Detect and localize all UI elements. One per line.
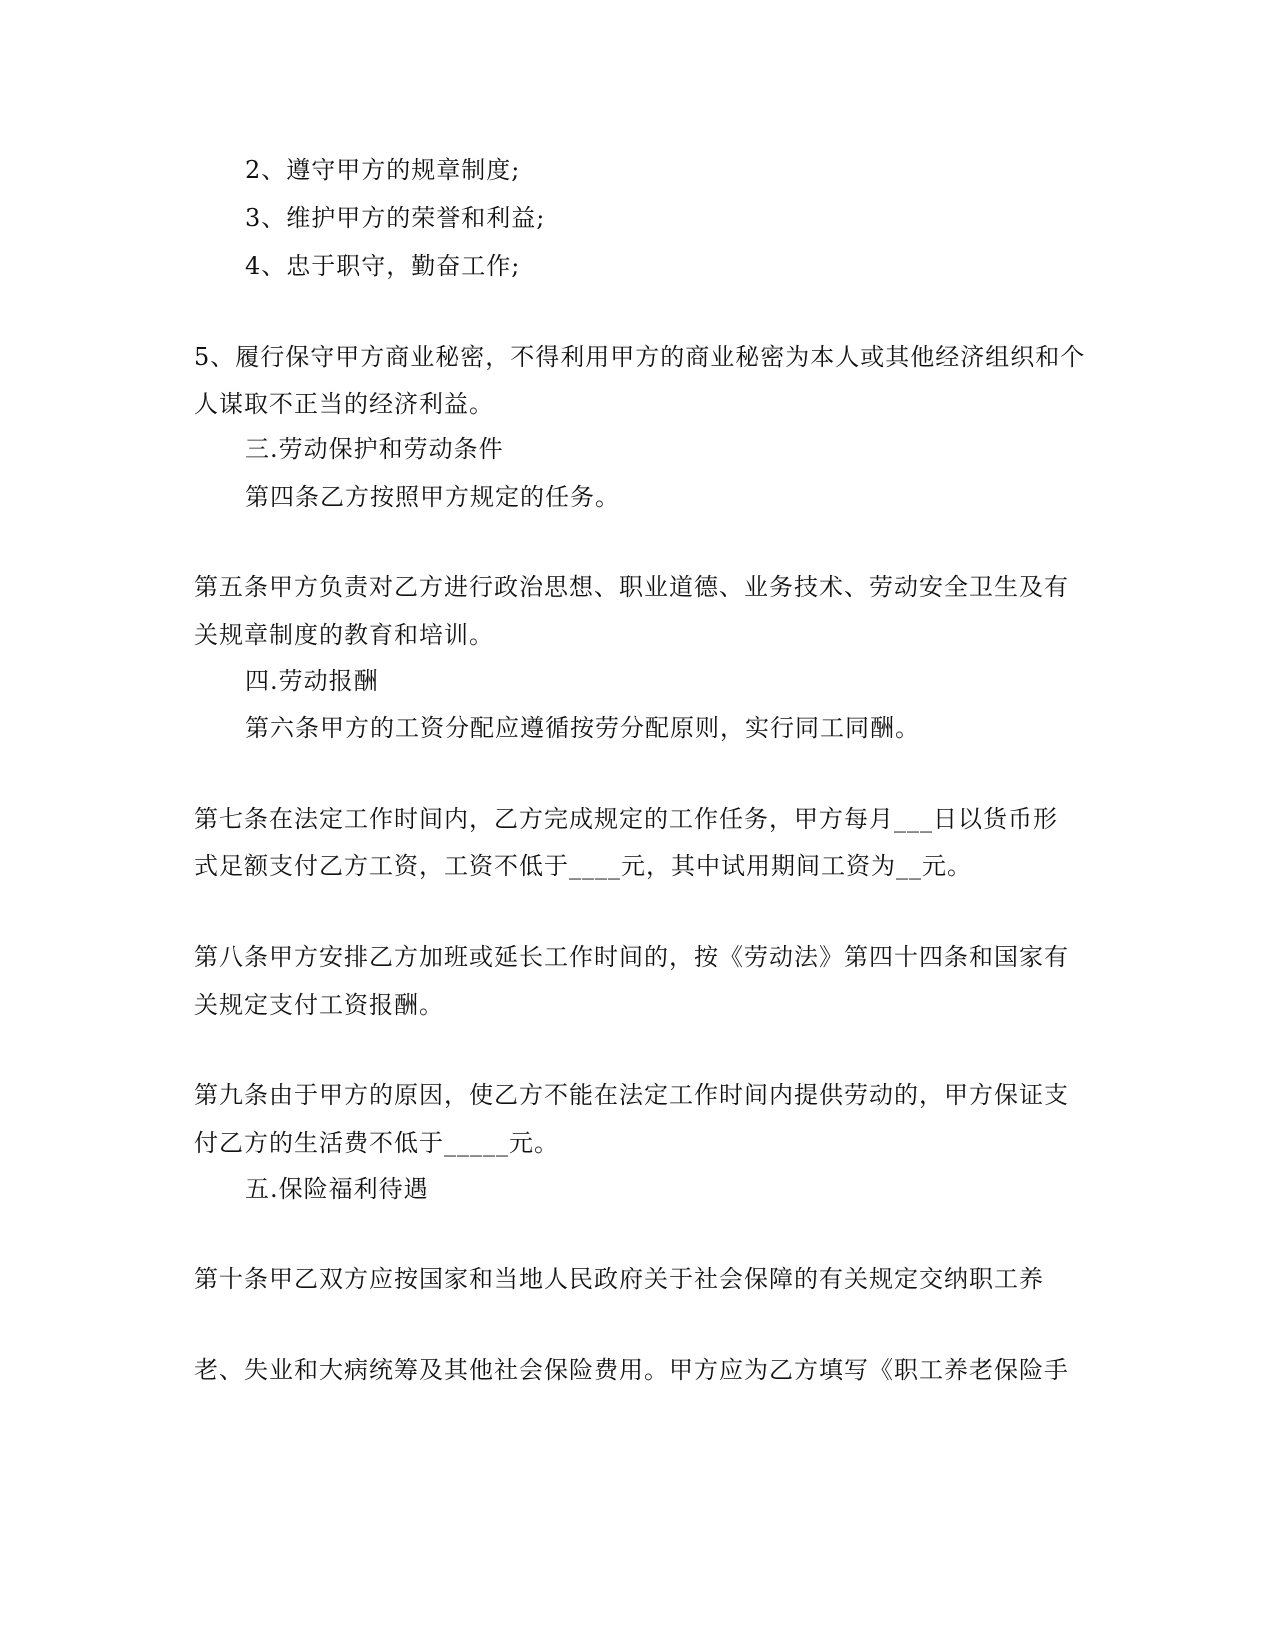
article-10-line-1: 第十条甲乙双方应按国家和当地人民政府关于社会保障的有关规定交纳职工养 bbox=[194, 1265, 1044, 1293]
clause-item-2: 2、遵守甲方的规章制度; bbox=[245, 156, 521, 184]
clause-item-5-line-1: 5、履行保守甲方商业秘密，不得利用甲方的商业秘密为本人或其他经济组织和个 bbox=[194, 343, 1086, 371]
article-10-line-2: 老、失业和大病统筹及其他社会保险费用。甲方应为乙方填写《职工养老保险手 bbox=[194, 1356, 1069, 1384]
article-9-line-2: 付乙方的生活费不低于_____元。 bbox=[194, 1129, 559, 1157]
article-6: 第六条甲方的工资分配应遵循按劳分配原则，实行同工同酬。 bbox=[245, 714, 920, 742]
clause-item-5-line-2: 人谋取不正当的经济利益。 bbox=[194, 390, 494, 418]
article-7-line-2: 式足额支付乙方工资，工资不低于____元，其中试用期间工资为__元。 bbox=[194, 852, 972, 880]
section-heading-3: 三.劳动保护和劳动条件 bbox=[245, 435, 504, 463]
section-heading-4: 四.劳动报酬 bbox=[245, 667, 379, 695]
article-8-line-2: 关规定支付工资报酬。 bbox=[194, 991, 444, 1019]
article-5-line-1: 第五条甲方负责对乙方进行政治思想、职业道德、业务技术、劳动安全卫生及有 bbox=[194, 573, 1069, 601]
article-5-line-2: 关规章制度的教育和培训。 bbox=[194, 621, 494, 649]
article-4: 第四条乙方按照甲方规定的任务。 bbox=[245, 483, 620, 511]
clause-item-3: 3、维护甲方的荣誉和利益; bbox=[245, 204, 546, 232]
article-9-line-1: 第九条由于甲方的原因，使乙方不能在法定工作时间内提供劳动的，甲方保证支 bbox=[194, 1081, 1069, 1109]
article-8-line-1: 第八条甲方安排乙方加班或延长工作时间的，按《劳动法》第四十四条和国家有 bbox=[194, 943, 1069, 971]
article-7-line-1: 第七条在法定工作时间内，乙方完成规定的工作任务，甲方每月___日以货币形 bbox=[194, 805, 1058, 833]
clause-item-4: 4、忠于职守，勤奋工作; bbox=[245, 252, 521, 280]
section-heading-5: 五.保险福利待遇 bbox=[245, 1175, 429, 1203]
